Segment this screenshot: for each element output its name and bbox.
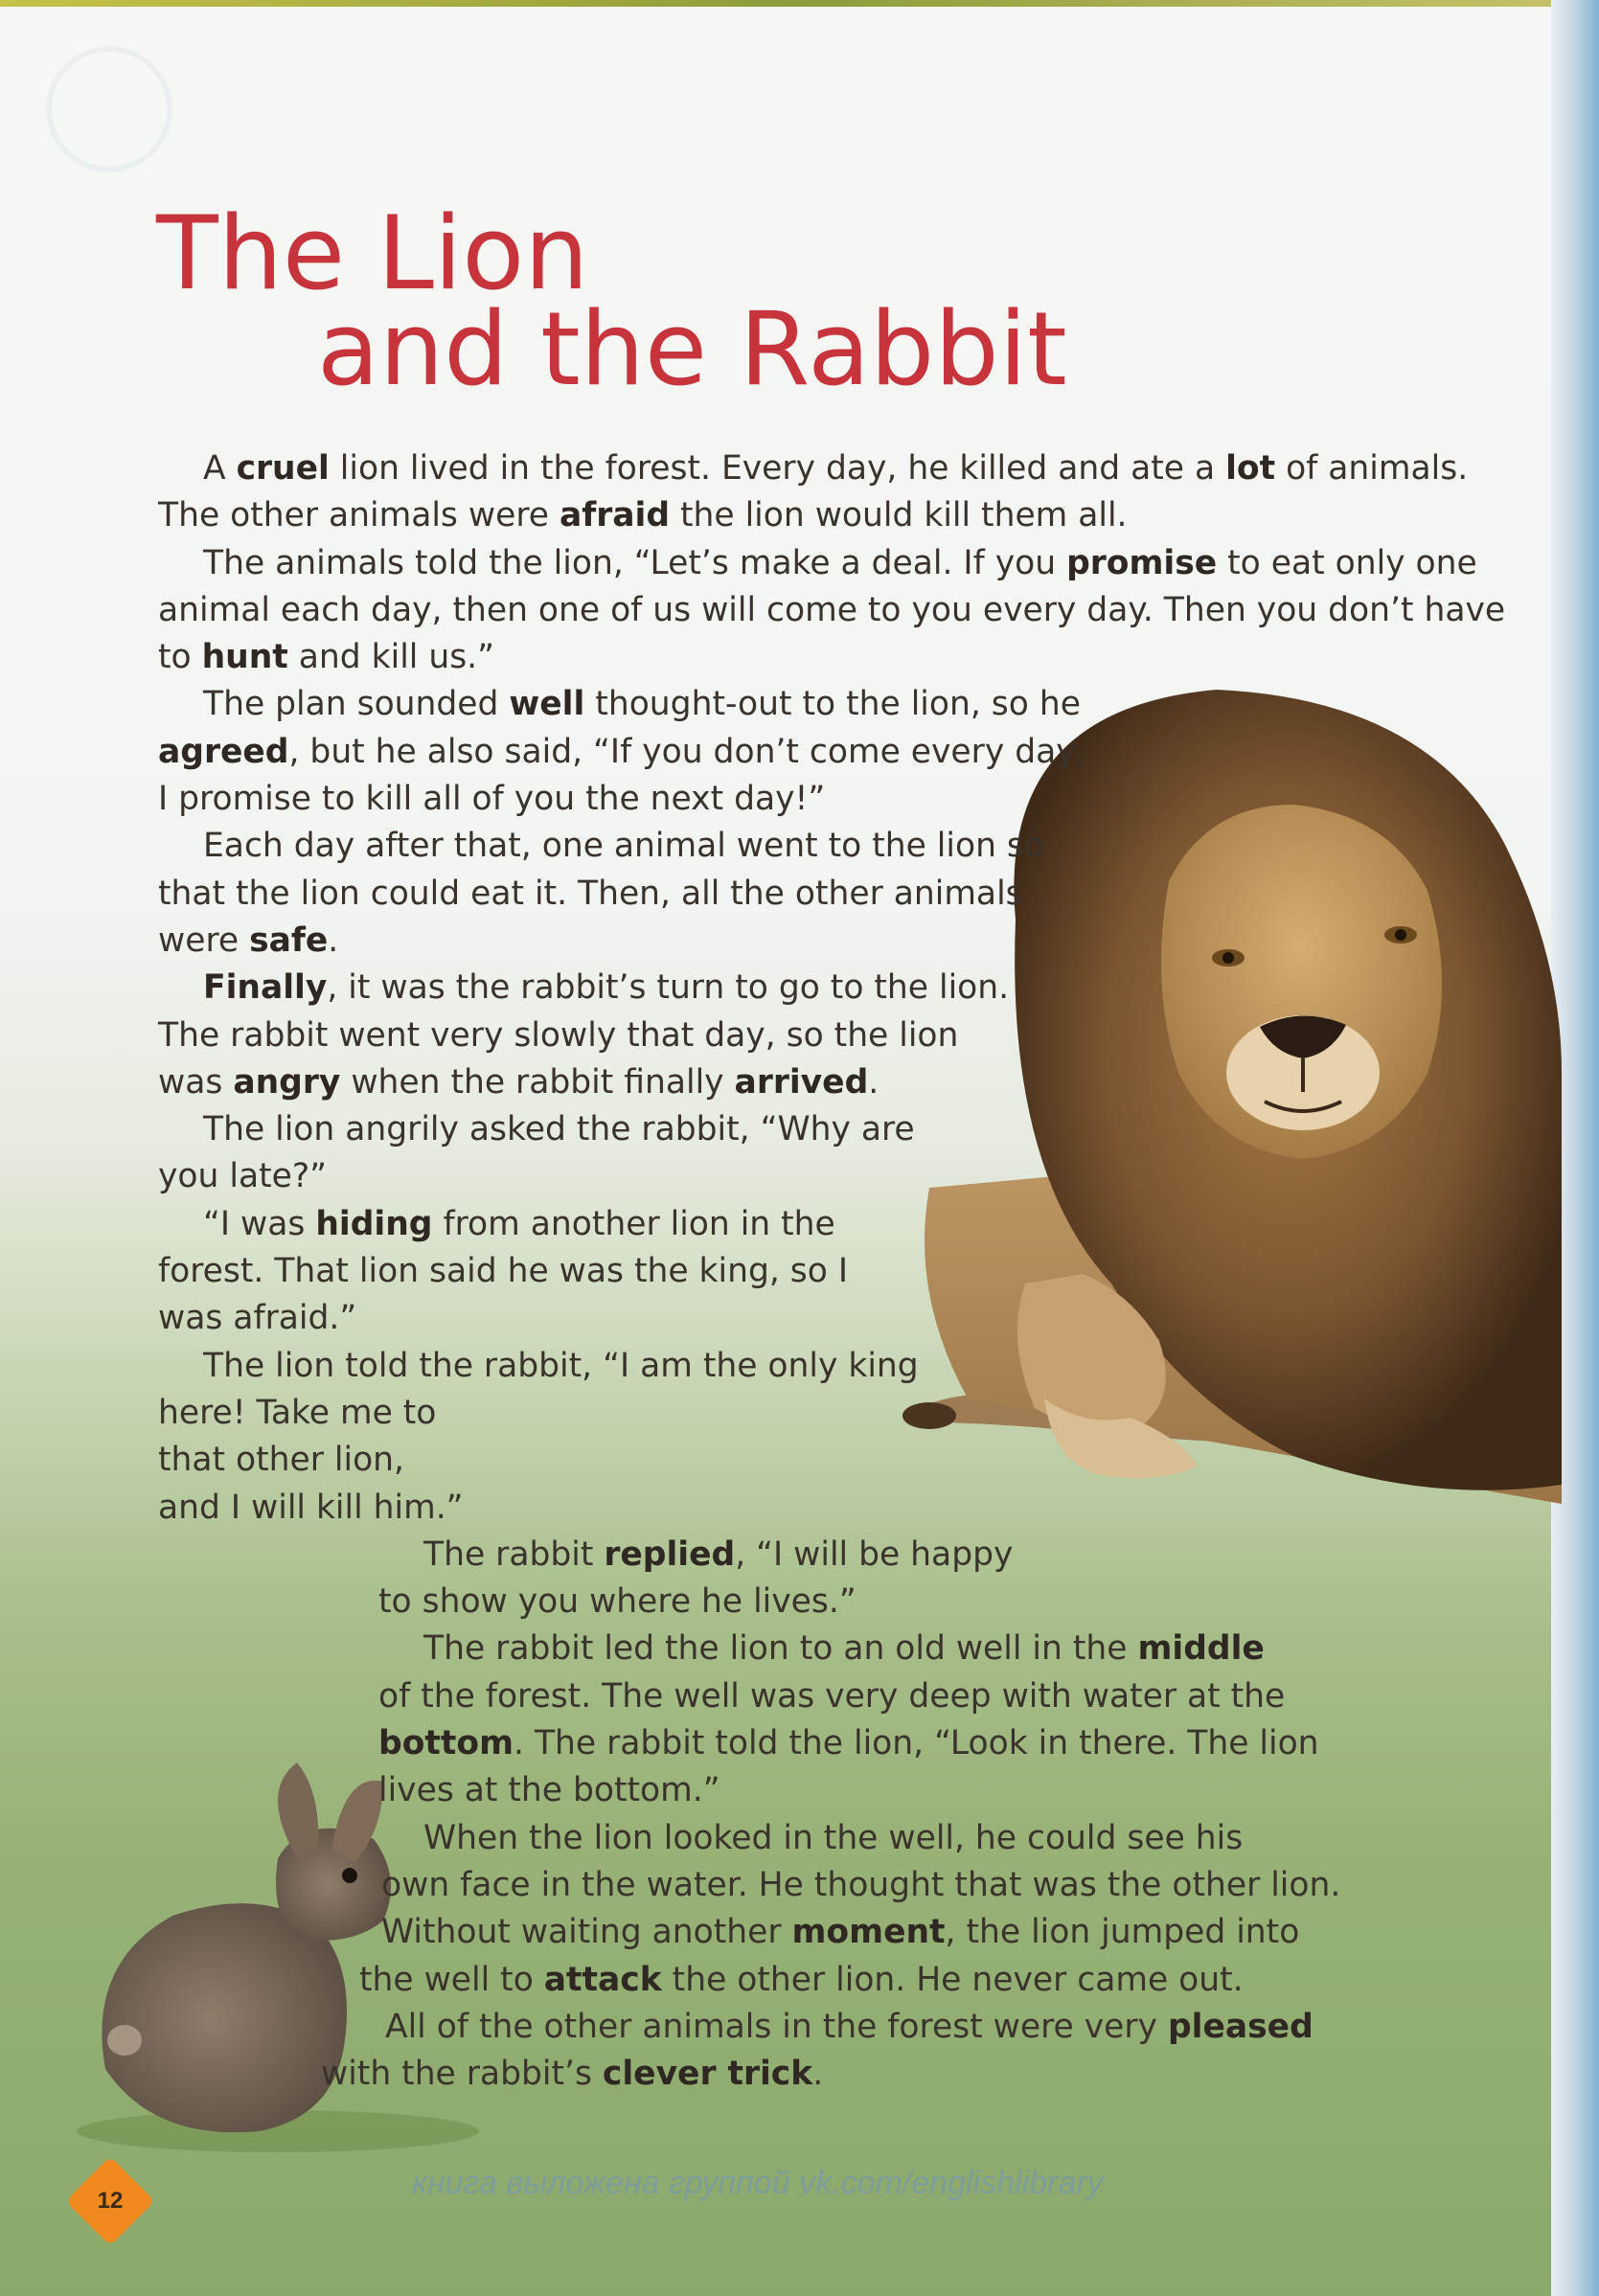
story-text-run: A — [203, 449, 237, 488]
story-line — [378, 1720, 1461, 1767]
story-text-run: The rabbit — [423, 1534, 605, 1574]
story-text-run: , “I will be happy — [735, 1534, 1014, 1574]
vocabulary-word: hunt — [201, 638, 288, 677]
story-line — [158, 587, 1506, 634]
story-text-run: to eat only one — [1217, 543, 1477, 582]
story-text-run: . — [868, 1062, 879, 1102]
vocabulary-word: attack — [543, 1960, 662, 1999]
story-line — [158, 1012, 1461, 1059]
story-text-run: animal each day, then one of us will come to you every day. Then you don’t have — [158, 590, 1506, 629]
story-text-run: own face in the water. He thought that was the other lion. — [381, 1865, 1341, 1904]
title-line-2: and the Rabbit — [317, 290, 1067, 408]
story-line — [158, 871, 1461, 918]
story-text-run: The lion angrily asked the rabbit, “Why are — [203, 1110, 915, 1149]
story-text-run: that the lion could eat it. Then, all the other animals — [158, 874, 1023, 913]
story-text-run: the well to — [359, 1960, 544, 1999]
story-text-run: I promise to kill all of you the next day!” — [158, 780, 826, 819]
story-text-run: , but he also said, “If you don’t come every day, — [288, 732, 1086, 771]
story-line — [158, 492, 1461, 539]
story-line — [381, 1862, 1461, 1909]
story-line — [158, 681, 1461, 728]
story-text-run: Each day after that, one animal went to the lion so — [203, 827, 1044, 866]
story-line — [158, 1153, 1461, 1200]
vocabulary-word: agreed — [158, 732, 289, 771]
story-line — [158, 634, 1461, 681]
vocabulary-word: moment — [791, 1913, 946, 1952]
story-line — [378, 1625, 1461, 1672]
vocabulary-word: bottom — [378, 1724, 514, 1763]
story-line — [378, 1815, 1461, 1862]
story-text-run: All of the other animals in the forest were very — [385, 2007, 1168, 2046]
story-text-run: were — [158, 921, 250, 960]
story-text-run: of animals. — [1275, 449, 1469, 488]
story-text-run: forest. That lion said he was the king, so I — [158, 1252, 849, 1291]
story-line — [158, 1248, 1461, 1295]
story-line — [378, 1532, 1461, 1579]
story-line — [158, 1437, 1461, 1484]
story-text-run: to show you where he lives.” — [378, 1582, 857, 1622]
story-text-run: you late?” — [158, 1157, 328, 1196]
story-line — [158, 1295, 1461, 1342]
story-line — [321, 2051, 1461, 2098]
vocabulary-word: afraid — [559, 496, 671, 535]
title-line-1: The Lion — [156, 194, 589, 312]
story-title — [156, 194, 1067, 408]
story-text-run: The rabbit went very slowly that day, so the lion — [158, 1015, 959, 1055]
story-text-run: of the forest. The well was very deep with water at the — [378, 1676, 1286, 1716]
story-line — [158, 445, 1469, 492]
story-text-run: when the rabbit finally — [340, 1062, 735, 1102]
story-text-run: from another lion in the — [432, 1204, 835, 1243]
story-line — [158, 540, 1477, 587]
vocabulary-word: lot — [1225, 449, 1276, 488]
vocabulary-word: pleased — [1167, 2007, 1313, 2046]
story-line — [158, 1201, 1461, 1248]
page-number: 12 — [97, 2188, 124, 2214]
story-text-run: The animals told the lion, “Let’s make a deal. If you — [203, 543, 1067, 582]
story-text-run: to — [158, 638, 202, 677]
story-text-run: , it was the rabbit’s turn to go to the lion. — [327, 968, 1010, 1008]
story-text-run: lion lived in the forest. Every day, he killed and ate a — [329, 449, 1226, 488]
story-text-run: The rabbit led the lion to an old well in the — [423, 1629, 1138, 1669]
story-text-run: thought-out to the lion, so he — [584, 685, 1081, 724]
story-text-run: with the rabbit’s — [321, 2055, 603, 2094]
story-text-run: The other animals were — [158, 496, 560, 535]
story-text-run: Without waiting another — [381, 1913, 792, 1952]
story-text-run: . The rabbit told the lion, “Look in there. The lion — [514, 1724, 1319, 1763]
story-text-run: and I will kill him.” — [158, 1488, 464, 1527]
vocabulary-word: cruel — [236, 449, 330, 488]
story-text-run: the lion would kill them all. — [670, 496, 1128, 535]
story-text-run: The lion told the rabbit, “I am the only king — [203, 1346, 919, 1385]
story-line — [158, 1059, 1461, 1106]
story-text-run: “I was — [203, 1204, 316, 1243]
story-line — [378, 1767, 1461, 1814]
story-text — [158, 445, 1506, 2098]
story-text-run: , the lion jumped into — [945, 1913, 1300, 1952]
vocabulary-word: arrived — [734, 1062, 869, 1102]
story-line — [158, 729, 1461, 776]
watermark: книга выложена группой vk.com/englishlibrary — [412, 2165, 1104, 2201]
story-text-run: here! Take me to — [158, 1393, 437, 1432]
vocabulary-word: well — [509, 685, 585, 724]
top-color-bar — [0, 0, 1599, 7]
faded-logo-icon — [46, 46, 172, 172]
story-text-run: lives at the bottom.” — [378, 1771, 720, 1810]
vocabulary-word: promise — [1066, 543, 1218, 582]
vocabulary-word: safe — [249, 921, 329, 960]
story-line — [385, 2004, 1461, 2051]
story-line — [158, 1343, 1461, 1390]
story-text-run: was — [158, 1062, 234, 1102]
story-line — [378, 1579, 1461, 1625]
story-line — [158, 1390, 1461, 1437]
story-line — [158, 965, 1461, 1012]
story-line — [158, 1485, 1461, 1532]
story-line — [158, 1106, 1461, 1153]
story-text-run: and kill us.” — [287, 638, 495, 677]
story-text-run: . — [812, 2055, 824, 2094]
story-line — [158, 823, 1461, 870]
vocabulary-word: Finally — [203, 968, 328, 1008]
story-text-run: that other lion, — [158, 1441, 405, 1480]
story-line — [359, 1957, 1461, 2004]
story-line — [158, 918, 1461, 965]
story-text-run: was afraid.” — [158, 1299, 357, 1338]
story-text-run: . — [328, 921, 339, 960]
story-line — [158, 776, 1461, 823]
story-line — [381, 1909, 1461, 1956]
vocabulary-word: middle — [1137, 1629, 1265, 1669]
vocabulary-word: angry — [233, 1062, 341, 1102]
story-text-run: the other lion. He never came out. — [661, 1960, 1244, 1999]
story-text-run: When the lion looked in the well, he could see his — [423, 1818, 1244, 1857]
vocabulary-word: hiding — [315, 1204, 433, 1243]
vocabulary-word: clever trick — [602, 2055, 813, 2094]
story-text-run: The plan sounded — [203, 685, 510, 724]
story-line — [378, 1673, 1461, 1720]
vocabulary-word: replied — [604, 1534, 736, 1574]
